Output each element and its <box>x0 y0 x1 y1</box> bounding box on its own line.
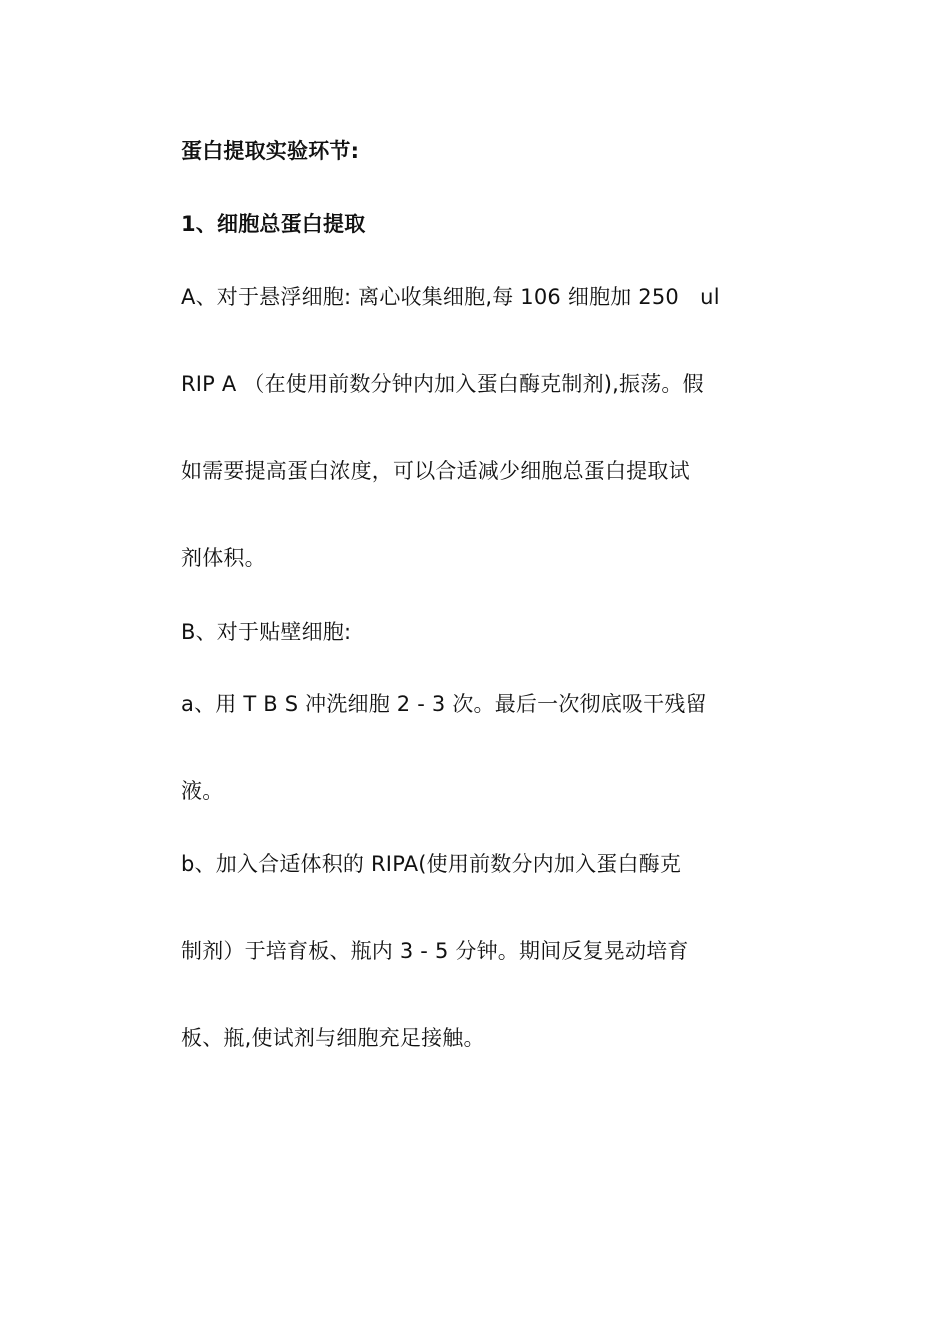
paragraph-line: A、对于悬浮细胞: 离心收集细胞,每 106 细胞加 250 ul <box>181 285 720 309</box>
paragraph-line: 如需要提高蛋白浓度，可以合适减少细胞总蛋白提取试 <box>181 459 690 483</box>
paragraph-line: 板、瓶,使试剂与细胞充足接触。 <box>181 1026 485 1050</box>
document-title: 蛋白提取实验环节: <box>181 139 360 163</box>
paragraph-line: a、用 T B S 冲洗细胞 2 - 3 次。最后一次彻底吸干残留 <box>181 692 707 716</box>
paragraph-line: b、加入合适体积的 RIPA(使用前数分内加入蛋白酶克 <box>181 852 682 876</box>
paragraph-line: 液。 <box>181 779 224 803</box>
section-heading: 1、细胞总蛋白提取 <box>181 212 366 236</box>
paragraph-line: 制剂）于培育板、瓶内 3 - 5 分钟。期间反复晃动培育 <box>181 939 689 963</box>
paragraph-line: 剂体积。 <box>181 546 266 570</box>
paragraph-line: RIP A （在使用前数分钟内加入蛋白酶克制剂),振荡。假 <box>181 372 704 396</box>
paragraph-line: B、对于贴壁细胞: <box>181 620 352 644</box>
